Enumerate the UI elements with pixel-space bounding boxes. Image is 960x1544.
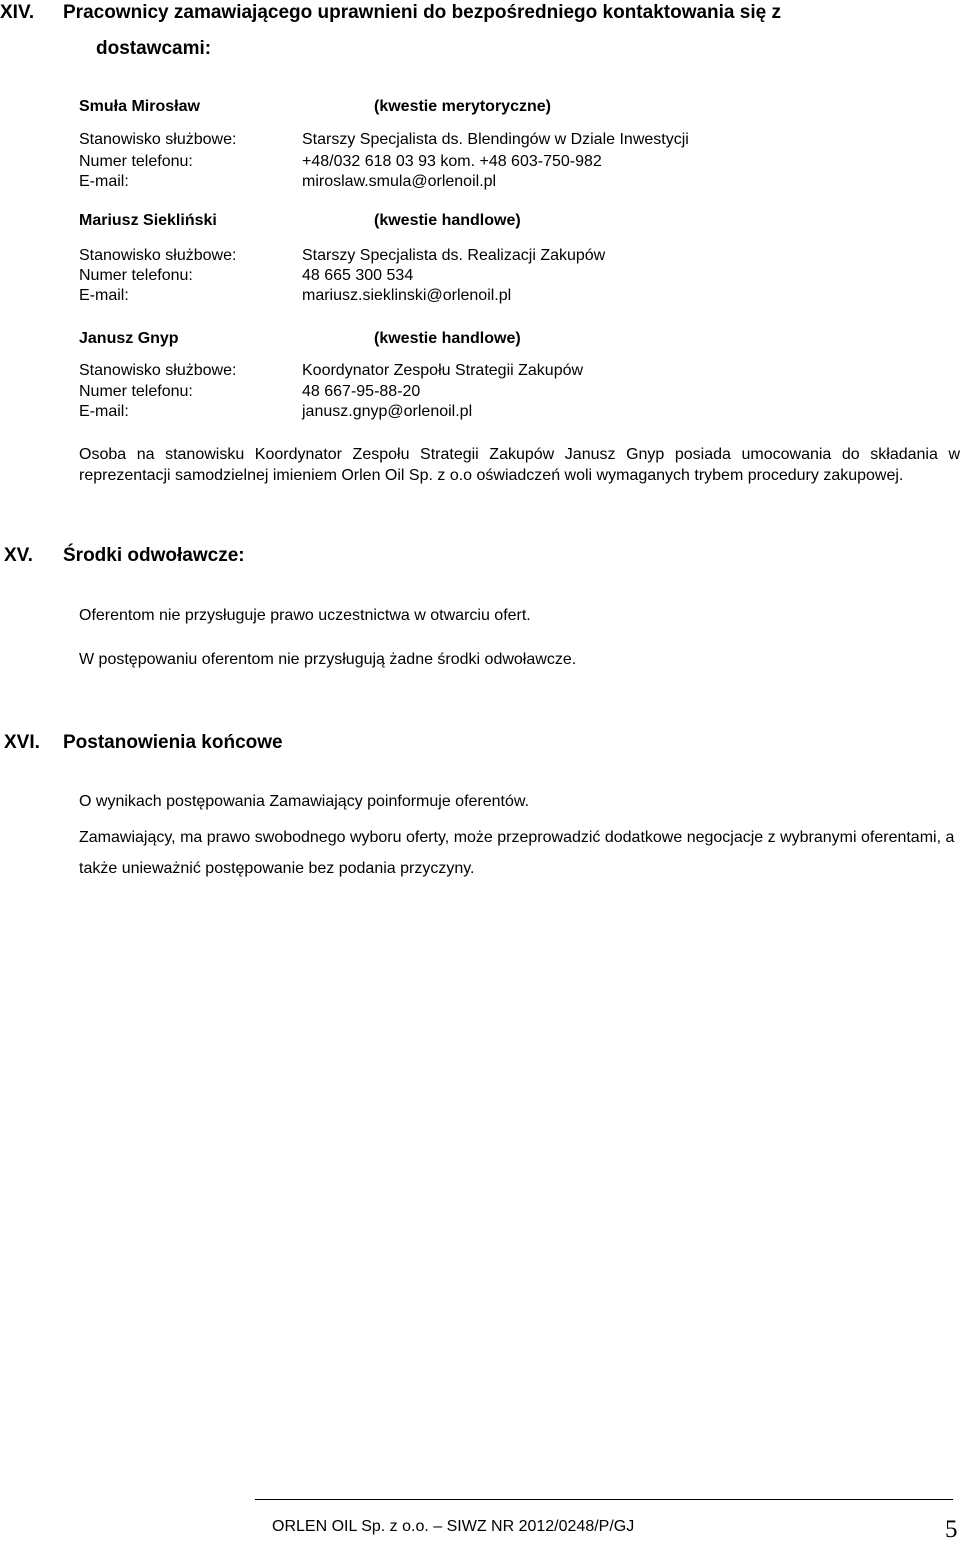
section-title-xiv: Pracownicy zamawiającego uprawnieni do bezpośredniego kontaktowania się z [63,2,781,23]
footer-text: ORLEN OIL Sp. z o.o. – SIWZ NR 2012/0248/P/GJ [272,1518,635,1535]
authorization-paragraph: Osoba na stanowisku Koordynator Zespołu Strategii Zakupów Janusz Gnyp posiada umocowania do składania w reprezentacji samodzielnej imieniem Orlen Oil Sp. z o.o oświadczeń woli wymaganych trybem procedury zakupowej. [79,446,960,484]
position-label: Stanowisko służbowe: [79,362,237,379]
paragraph: Zamawiający, ma prawo swobodnego wyboru oferty, może przeprowadzić dodatkowe negocjacje z wybranymi oferentami, a także unieważnić postępowanie bez podania przyczyny. [79,829,955,877]
contact-name: Mariusz Siekliński [79,212,217,229]
section-number-xv: XV. [4,545,33,566]
phone-value: 48 665 300 534 [302,267,414,284]
phone-value: 48 667-95-88-20 [302,383,421,400]
contact-scope: (kwestie merytoryczne) [374,98,551,115]
position-label: Stanowisko służbowe: [79,131,237,148]
section-title-xv: Środki odwoławcze: [63,545,245,566]
section-number-xvi: XVI. [4,732,40,753]
contact-scope: (kwestie handlowe) [374,212,521,229]
phone-value: +48/032 618 03 93 kom. +48 603-750-982 [302,153,602,170]
contact-scope: (kwestie handlowe) [374,330,521,347]
section-title-xvi: Postanowienia końcowe [63,732,283,753]
phone-label: Numer telefonu: [79,383,193,400]
section-number-xiv: XIV. [0,2,35,23]
position-value: Starszy Specjalista ds. Realizacji Zakupów [302,247,606,264]
footer-divider [255,1499,953,1500]
section-title-xiv-cont: dostawcami: [96,38,212,59]
email-label: E-mail: [79,403,129,420]
contact-name: Smuła Mirosław [79,98,200,115]
position-value: Starszy Specjalista ds. Blendingów w Dziale Inwestycji [302,131,689,148]
email-value: janusz.gnyp@orlenoil.pl [302,403,473,420]
email-value: mariusz.sieklinski@orlenoil.pl [302,287,512,304]
paragraph: W postępowaniu oferentom nie przysługują żadne środki odwoławcze. [79,651,577,668]
contact-name: Janusz Gnyp [79,330,179,347]
email-value: miroslaw.smula@orlenoil.pl [302,173,497,190]
phone-label: Numer telefonu: [79,153,193,170]
paragraph: O wynikach postępowania Zamawiający poinformuje oferentów. [79,793,530,810]
page-number: 5 [945,1516,958,1543]
position-label: Stanowisko służbowe: [79,247,237,264]
phone-label: Numer telefonu: [79,267,193,284]
position-value: Koordynator Zespołu Strategii Zakupów [302,362,584,379]
email-label: E-mail: [79,287,129,304]
paragraph: Oferentom nie przysługuje prawo uczestnictwa w otwarciu ofert. [79,607,531,624]
email-label: E-mail: [79,173,129,190]
